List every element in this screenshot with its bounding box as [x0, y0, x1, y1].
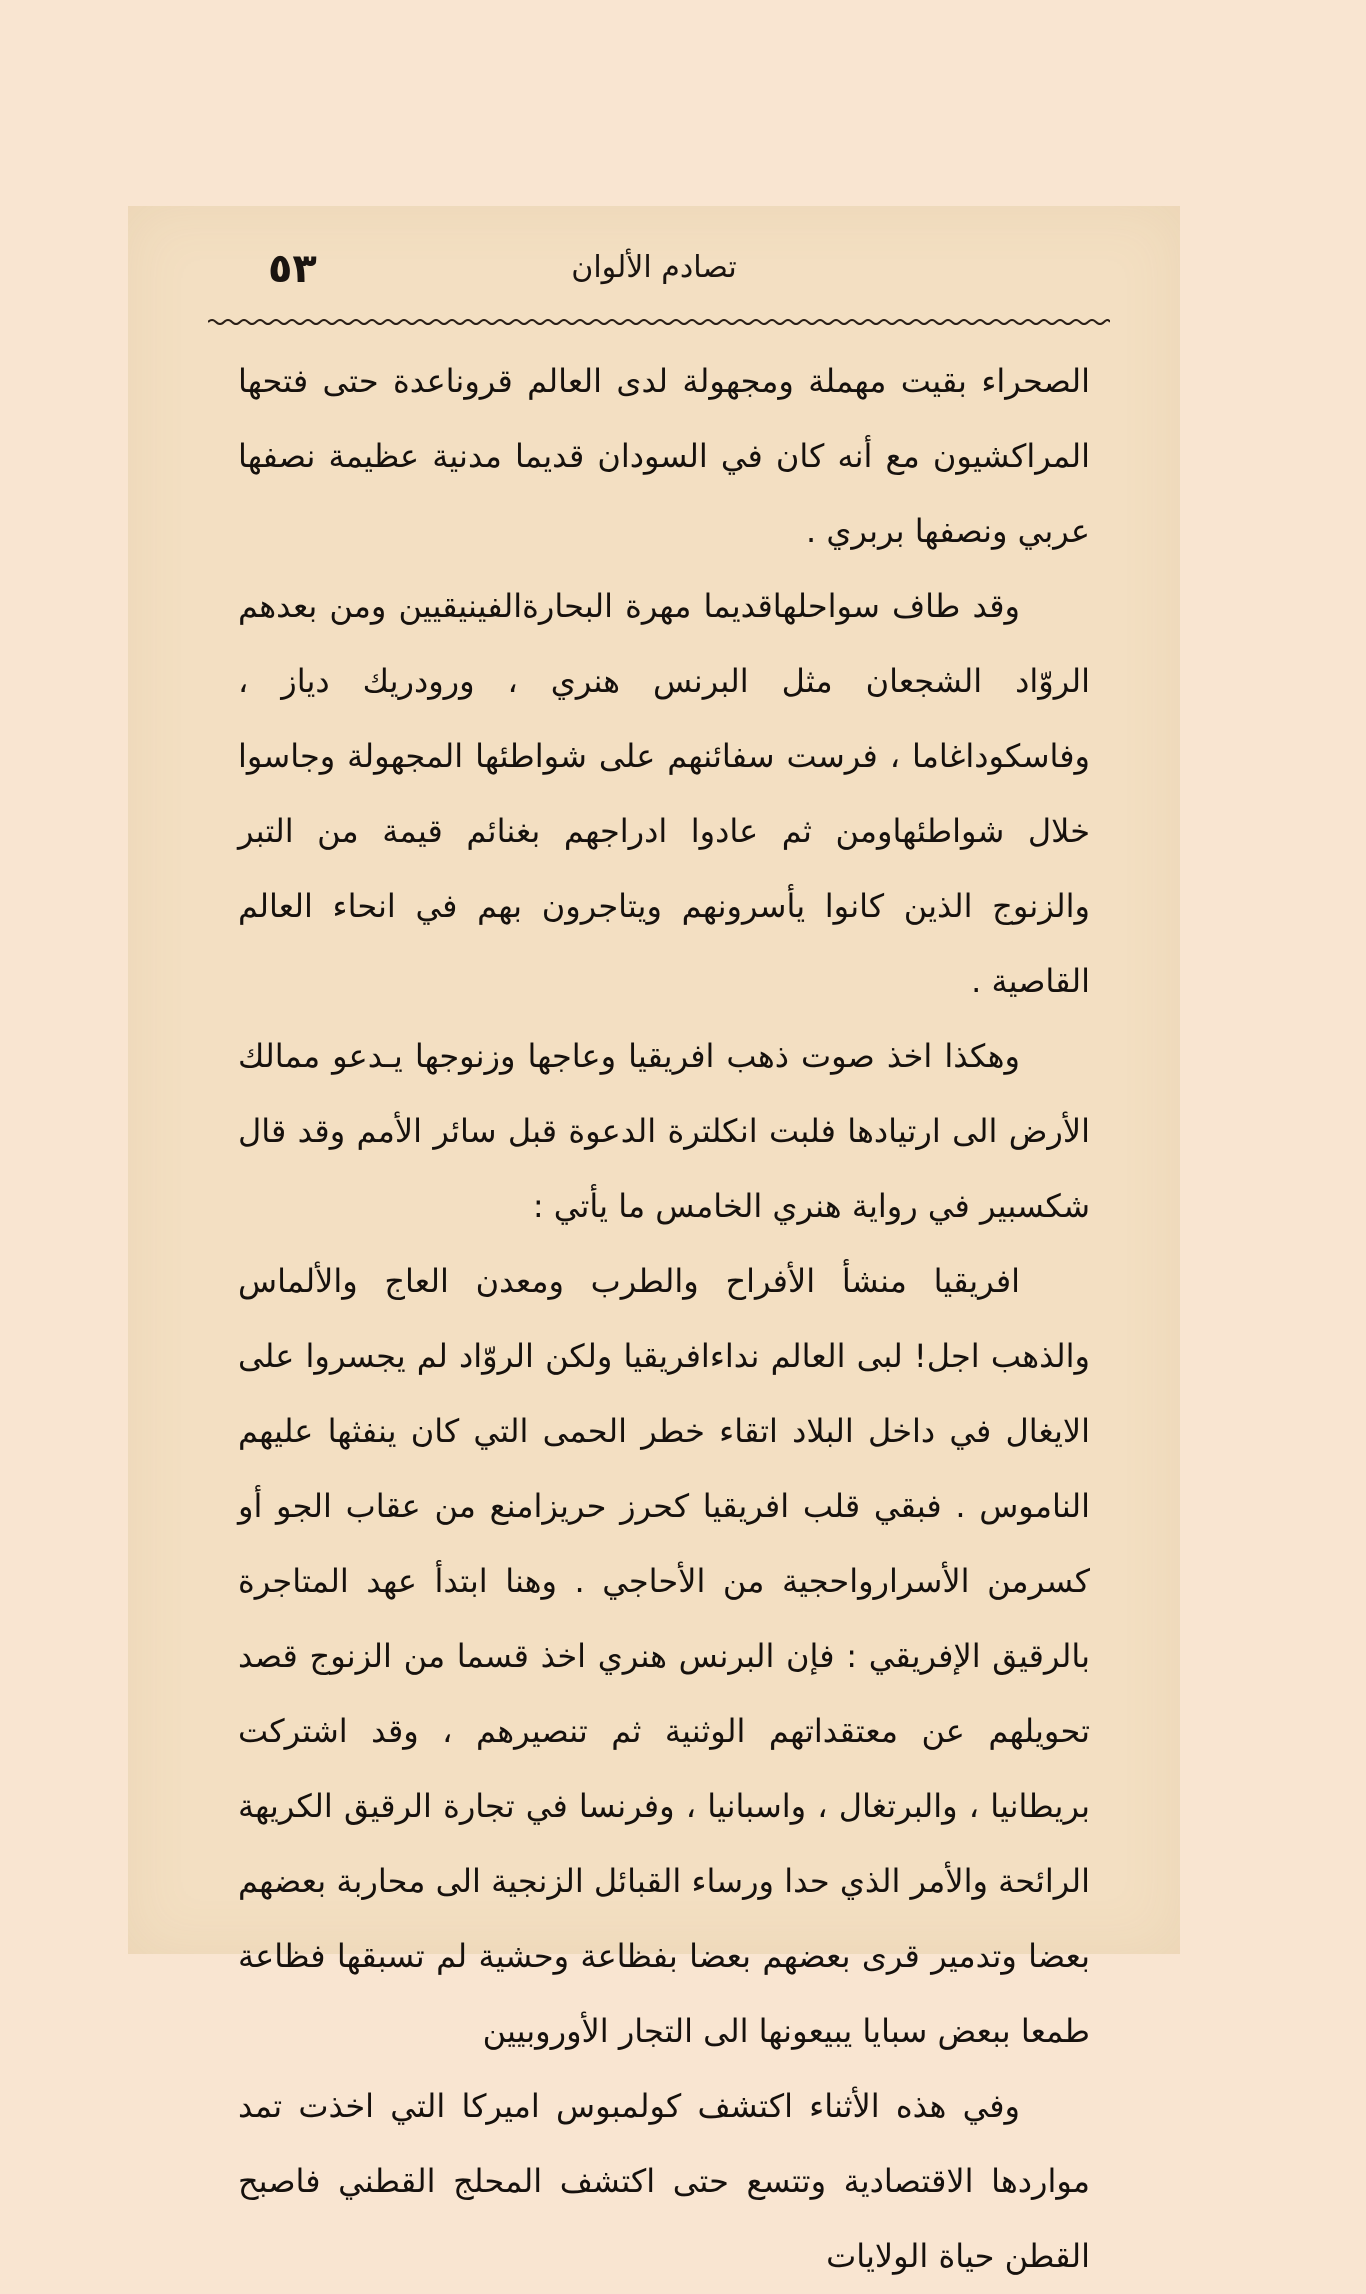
paragraph: افريقيا منشأ الأفراح والطرب ومعدن العاج والألماس والذهب اجل! لبى العالم نداءافريقيا ولكن الروّاد لم يجسروا على الايغال في داخل البلاد اتقاء خطر الحمى التي كان ينفثها عليهم الناموس . فبقي قلب افريقيا كحرز حريزامنع من عقاب الجو أو كسرمن الأسرارواحجية من الأحاجي . وهنا ابتدأ عهد المتاجرة بالرقيق الإفريقي : فإن البرنس هنري اخذ قسما من الزنوج قصد تحويلهم عن معتقداتهم الوثنية ثم تنصيرهم ، وقد اشتركت بريطانيا ، والبرتغال ، واسبانيا ، وفرنسا في تجارة الرقيق الكريهة الرائحة والأمر الذي حدا ورساء القبائل الزنجية الى محاربة بعضهم بعضا وتدمير قرى بعضهم بعضا بفظاعة وحشية لم تسبقها فظاعة طمعا ببعض سبايا يبيعونها الى التجار الأوروبيين	[238, 1262, 1090, 2050]
body-text	[238, 344, 1090, 2294]
paragraph: وفي هذه الأثناء اكتشف كولمبوس اميركا التي اخذت تمد مواردها الاقتصادية وتتسع حتى اكتشف المحلج القطني فاصبح القطن حياة الولايات	[238, 2087, 1090, 2275]
paragraph: وهكذا اخذ صوت ذهب افريقيا وعاجها وزنوجها يـدعو ممالك الأرض الى ارتيادها فلبت انكلترة الدعوة قبل سائر الأمم وقد قال شكسبير في رواية هنري الخامس ما يأتي :	[238, 1037, 1090, 1225]
running-title: تصادم الألوان	[571, 250, 737, 285]
header-rule	[208, 318, 1110, 326]
book-page	[128, 206, 1180, 2275]
page-number: ٥٣	[268, 246, 317, 292]
page-header	[128, 246, 1180, 306]
paragraph: وقد طاف سواحلهاقديما مهرة البحارةالفينيقيين ومن بعدهم الروّاد الشجعان مثل البرنس هنري ، ورودريك دياز ، وفاسكوداغاما ، فرست سفائنهم على شواطئها المجهولة وجاسوا خلال شواطئهاومن ثم عادوا ادراجهم بغنائم قيمة من التبر والزنوج الذين كانوا يأسرونهم ويتاجرون بهم في انحاء العالم القاصية .	[238, 587, 1090, 1000]
paragraph: الصحراء بقيت مهملة ومجهولة لدى العالم قروناعدة حتى فتحها المراكشيون مع أنه كان في السودان قديما مدنية عظيمة نصفها عربي ونصفها بربري .	[238, 362, 1090, 550]
